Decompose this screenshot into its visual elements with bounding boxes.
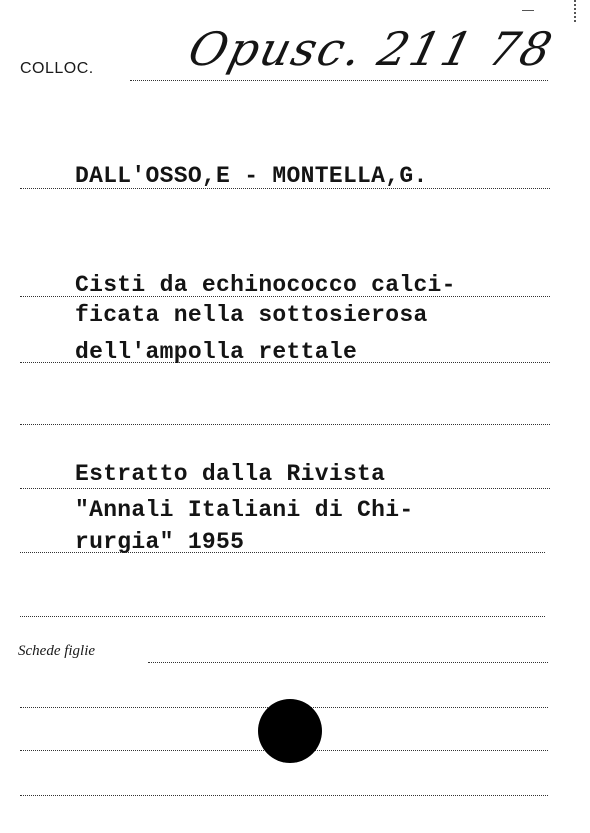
title-line-2: ficata nella sottosierosa bbox=[75, 302, 428, 328]
source-dotted-line-1 bbox=[20, 488, 550, 489]
author-text: DALL'OSSO,E - MONTELLA,G. bbox=[75, 163, 428, 189]
schede-dotted-line-1 bbox=[148, 662, 548, 663]
blank-dotted-line-1 bbox=[20, 424, 550, 425]
colloc-dotted-line bbox=[130, 80, 548, 81]
source-line-2: "Annali Italiani di Chi- bbox=[75, 497, 414, 523]
schede-dotted-line-4 bbox=[20, 795, 548, 796]
title-line-3: dell'ampolla rettale bbox=[75, 339, 358, 365]
colloc-label: COLLOC. bbox=[20, 60, 94, 77]
colloc-handwritten-value: Opusc. 211 78 bbox=[183, 22, 560, 76]
title-line-1: Cisti da echinococco calci- bbox=[75, 272, 456, 298]
source-line-3: rurgia" 1955 bbox=[75, 529, 245, 555]
source-line-1: Estratto dalla Rivista bbox=[75, 461, 386, 487]
corner-mark bbox=[568, 0, 576, 22]
schede-figlie-label: Schede figlie bbox=[18, 643, 96, 659]
punch-hole bbox=[258, 699, 322, 763]
corner-tick bbox=[522, 10, 534, 11]
blank-dotted-line-2 bbox=[20, 616, 545, 617]
